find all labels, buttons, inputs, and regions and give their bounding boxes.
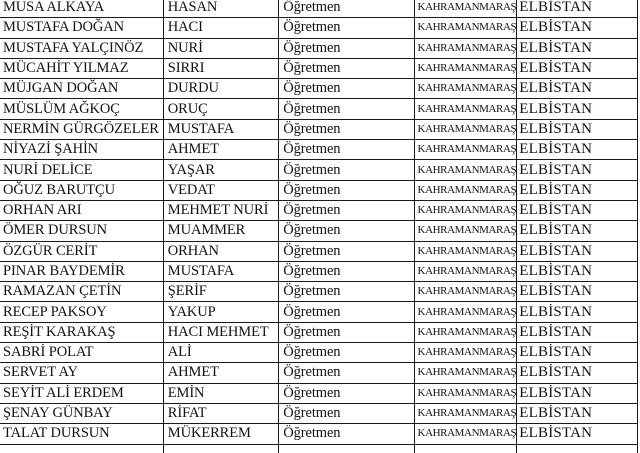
occupation-cell: Öğretmen [279,322,414,342]
province-cell: KAHRAMANMARAŞ [414,261,517,281]
occupation-cell: Öğretmen [279,261,414,281]
table-row [0,0,638,18]
district-cell: ELBİSTAN [517,383,638,403]
person-name-cell: ÖZGÜR CERİT [0,241,163,261]
table-row [0,221,638,241]
father-name-cell: MUAMMER [163,221,279,241]
province-cell: KAHRAMANMARAŞ [414,343,517,363]
table-row [0,403,638,423]
father-name-cell: VEDAT [163,180,279,200]
district-cell: ELBİSTAN [517,322,638,342]
occupation-cell: Öğretmen [279,200,414,220]
province-cell: KAHRAMANMARAŞ [414,79,517,99]
district-cell: ELBİSTAN [517,343,638,363]
father-name-cell: ORUÇ [163,99,279,119]
table-row [0,322,638,342]
father-name-cell: SIRRI [163,58,279,78]
province-cell: KAHRAMANMARAŞ [414,180,517,200]
province-cell: KAHRAMANMARAŞ [414,302,517,322]
province-cell: KAHRAMANMARAŞ [414,383,517,403]
table-row [0,140,638,160]
occupation-cell: Öğretmen [279,79,414,99]
district-cell: ELBİSTAN [517,282,638,302]
father-name-cell: MEHMET NURİ [163,200,279,220]
person-name-cell: ÖMER DURSUN [0,221,163,241]
table-row [0,261,638,281]
district-cell: ELBİSTAN [517,363,638,383]
person-name-cell: MÜSLÜM AĞKOÇ [0,99,163,119]
table-row [0,119,638,139]
person-name-cell: RAMAZAN ÇETİN [0,282,163,302]
father-name-cell: MUSTAFA [163,261,279,281]
province-cell: KAHRAMANMARAŞ [414,363,517,383]
occupation-cell: Öğretmen [279,363,414,383]
occupation-cell: Öğretmen [279,241,414,261]
person-name-cell: MUSTAFA DOĞAN [0,18,163,38]
table-row [0,58,638,78]
person-name-cell: MUSA ALKAYA [0,0,163,18]
occupation-cell: Öğretmen [279,221,414,241]
person-name-cell: SEYİT ALİ ERDEM [0,383,163,403]
district-cell: ELBİSTAN [517,241,638,261]
district-cell: ELBİSTAN [517,58,638,78]
province-cell: KAHRAMANMARAŞ [414,38,517,58]
occupation-cell: Öğretmen [279,58,414,78]
empty-cell [163,444,279,453]
district-cell: ELBİSTAN [517,302,638,322]
empty-cell [279,444,414,453]
occupation-cell: Öğretmen [279,99,414,119]
father-name-cell: ORHAN [163,241,279,261]
occupation-cell: Öğretmen [279,38,414,58]
father-name-cell: MUSTAFA [163,119,279,139]
occupation-cell: Öğretmen [279,343,414,363]
district-cell: ELBİSTAN [517,180,638,200]
occupation-cell: Öğretmen [279,160,414,180]
father-name-cell: NURİ [163,38,279,58]
province-cell: KAHRAMANMARAŞ [414,200,517,220]
father-name-cell: ALİ [163,343,279,363]
district-cell: ELBİSTAN [517,140,638,160]
person-name-cell: ORHAN ARI [0,200,163,220]
person-name-cell: SABRİ POLAT [0,343,163,363]
father-name-cell: YAKUP [163,302,279,322]
district-cell: ELBİSTAN [517,119,638,139]
person-name-cell: NURİ DELİCE [0,160,163,180]
table-row [0,282,638,302]
province-cell: KAHRAMANMARAŞ [414,18,517,38]
father-name-cell: HACI [163,18,279,38]
father-name-cell: HACI MEHMET [163,322,279,342]
occupation-cell: Öğretmen [279,302,414,322]
district-cell: ELBİSTAN [517,99,638,119]
person-name-cell: REŞİT KARAKAŞ [0,322,163,342]
table-row [0,302,638,322]
person-name-cell: NERMİN GÜRGÖZELER [0,119,163,139]
occupation-cell: Öğretmen [279,180,414,200]
province-cell: KAHRAMANMARAŞ [414,424,517,444]
person-name-cell: OĞUZ BARUTÇU [0,180,163,200]
district-cell: ELBİSTAN [517,403,638,423]
person-name-cell: NİYAZİ ŞAHİN [0,140,163,160]
person-name-cell: ŞENAY GÜNBAY [0,403,163,423]
occupation-cell: Öğretmen [279,119,414,139]
occupation-cell: Öğretmen [279,140,414,160]
person-name-cell: MUSTAFA YALÇINÖZ [0,38,163,58]
person-name-cell: PINAR BAYDEMİR [0,261,163,281]
empty-cell [414,444,517,453]
district-cell: ELBİSTAN [517,160,638,180]
father-name-cell: AHMET [163,363,279,383]
person-name-cell: MÜJGAN DOĞAN [0,79,163,99]
table-row [0,383,638,403]
province-cell: KAHRAMANMARAŞ [414,282,517,302]
table-row [0,200,638,220]
district-cell: ELBİSTAN [517,424,638,444]
province-cell: KAHRAMANMARAŞ [414,322,517,342]
district-cell: ELBİSTAN [517,0,638,18]
district-cell: ELBİSTAN [517,79,638,99]
table-row [0,79,638,99]
occupation-cell: Öğretmen [279,383,414,403]
table-row [0,160,638,180]
table-row [0,38,638,58]
district-cell: ELBİSTAN [517,200,638,220]
province-cell: KAHRAMANMARAŞ [414,403,517,423]
district-cell: ELBİSTAN [517,221,638,241]
father-name-cell: MÜKERREM [163,424,279,444]
empty-cell [0,444,163,453]
table-row [0,180,638,200]
occupation-cell: Öğretmen [279,403,414,423]
occupation-cell: Öğretmen [279,424,414,444]
table-row [0,18,638,38]
occupation-cell: Öğretmen [279,0,414,18]
district-cell: ELBİSTAN [517,261,638,281]
father-name-cell: DURDU [163,79,279,99]
table-row-partial [0,444,638,453]
person-name-cell: TALAT DURSUN [0,424,163,444]
person-name-cell: RECEP PAKSOY [0,302,163,322]
table-row [0,424,638,444]
empty-cell [517,444,638,453]
table-row [0,99,638,119]
father-name-cell: AHMET [163,140,279,160]
person-name-cell: SERVET AY [0,363,163,383]
district-cell: ELBİSTAN [517,18,638,38]
father-name-cell: YAŞAR [163,160,279,180]
province-cell: KAHRAMANMARAŞ [414,99,517,119]
table-row [0,363,638,383]
father-name-cell: HASAN [163,0,279,18]
table-row [0,343,638,363]
person-name-cell: MÜCAHİT YILMAZ [0,58,163,78]
province-cell: KAHRAMANMARAŞ [414,160,517,180]
district-cell: ELBİSTAN [517,38,638,58]
province-cell: KAHRAMANMARAŞ [414,221,517,241]
province-cell: KAHRAMANMARAŞ [414,241,517,261]
province-cell: KAHRAMANMARAŞ [414,119,517,139]
occupation-cell: Öğretmen [279,282,414,302]
province-cell: KAHRAMANMARAŞ [414,0,517,18]
table-row [0,241,638,261]
occupation-cell: Öğretmen [279,18,414,38]
province-cell: KAHRAMANMARAŞ [414,58,517,78]
father-name-cell: ŞERİF [163,282,279,302]
father-name-cell: EMİN [163,383,279,403]
father-name-cell: RİFAT [163,403,279,423]
province-cell: KAHRAMANMARAŞ [414,140,517,160]
